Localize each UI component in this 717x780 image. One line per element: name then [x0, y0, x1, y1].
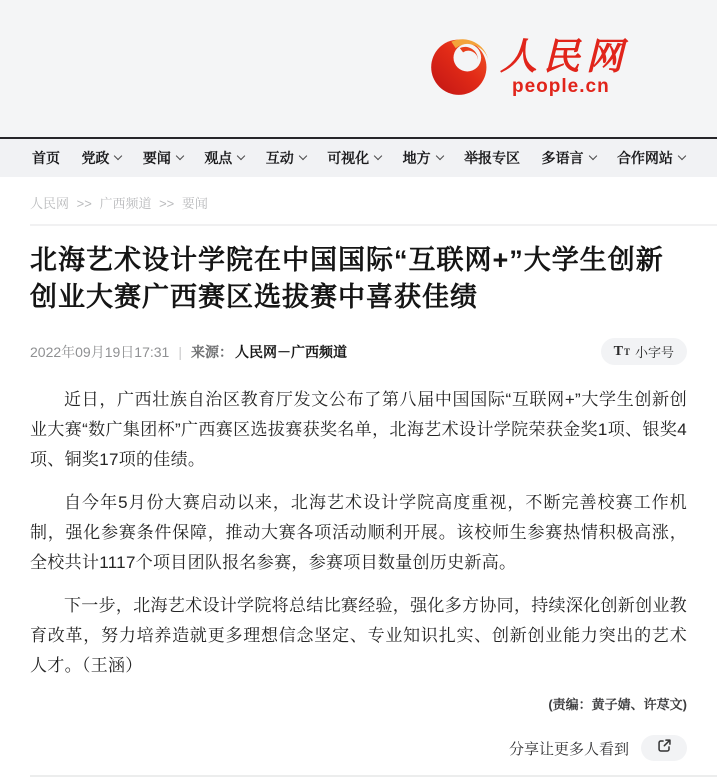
font-size-icon-small: T — [623, 346, 630, 357]
chevron-down-icon — [114, 152, 122, 160]
nav-item-label: 互动 — [265, 150, 294, 166]
nav-item-opinions[interactable] — [204, 148, 244, 168]
breadcrumb-top-news[interactable]: 要闻 — [181, 196, 208, 211]
chevron-down-icon — [374, 152, 382, 160]
article-paragraph: 下一步，北海艺术设计学院将总结比赛经验，强化多方协同，持续深化创新创业教育改革，努力培养造就更多理想信念坚定、专业知识扎实、创新创业能力突出的艺术人才。（王涵） — [30, 596, 687, 675]
font-size-icon: T — [613, 343, 623, 359]
chevron-down-icon — [588, 152, 596, 160]
nav-item-interaction[interactable] — [266, 148, 306, 168]
breadcrumb-divider — [30, 224, 717, 226]
article-body — [30, 385, 687, 681]
font-size-label: 小字号 — [634, 345, 674, 360]
source-label: 来源： — [190, 343, 233, 360]
share-label: 分享让更多人看到 — [508, 740, 629, 758]
chevron-down-icon — [678, 152, 686, 160]
breadcrumb-guangxi-channel[interactable]: 广西频道 — [99, 196, 152, 211]
article-meta-row — [30, 338, 687, 365]
site-logo[interactable] — [428, 30, 629, 103]
logo-domain: people.cn — [512, 75, 610, 97]
editor-credit: (责编：黄子婧、许荩文) — [548, 697, 687, 712]
chevron-down-icon — [176, 152, 184, 160]
nav-item-multilingual[interactable] — [542, 148, 596, 168]
breadcrumb — [30, 177, 687, 212]
publish-datetime: 2022年09月19日17:31 — [30, 343, 170, 360]
nav-item-top-news[interactable] — [143, 148, 183, 168]
breadcrumb-separator: >> — [76, 196, 92, 211]
article-paragraph: 近日，广西壮族自治区教育厅发文公布了第八届中国国际“互联网+”大学生创新创业大赛“数广集团杯”广西赛区选拔赛获奖名单，北海艺术设计学院荣获金奖1项、银奖4项、铜奖17项的佳绩。 — [30, 390, 687, 469]
nav-item-label: 观点 — [204, 150, 233, 166]
main-nav — [0, 139, 717, 177]
article-page — [0, 177, 717, 780]
logo-chinese-name: 人民网 — [500, 35, 629, 77]
meta-divider: | — [178, 343, 182, 360]
people-cn-logo-icon — [428, 30, 496, 103]
nav-item-report-zone[interactable] — [464, 148, 520, 168]
nav-item-label: 多语言 — [541, 150, 584, 166]
nav-item-label: 首页 — [32, 150, 60, 166]
breadcrumb-separator: >> — [159, 196, 175, 211]
nav-item-label: 举报专区 — [464, 150, 521, 166]
article-paragraph: 自今年5月份大赛启动以来，北海艺术设计学院高度重视，不断完善校赛工作机制，强化参赛条件保障，推动大赛各项活动顺利开展。该校师生参赛热情积极高涨，全校共计1117个项目团队报名参赛，参赛项目数量创历史新高。 — [30, 493, 687, 572]
share-icon — [657, 738, 672, 758]
site-header — [0, 0, 717, 139]
nav-item-visualization[interactable] — [327, 148, 381, 168]
chevron-down-icon — [435, 152, 443, 160]
chevron-down-icon — [237, 152, 245, 160]
nav-item-label: 可视化 — [327, 150, 370, 166]
article-meta — [30, 342, 347, 362]
nav-item-label: 党政 — [81, 150, 110, 166]
nav-item-label: 要闻 — [142, 150, 171, 166]
nav-item-local[interactable] — [403, 148, 443, 168]
logo-text — [500, 37, 629, 97]
nav-item-partner-sites[interactable] — [617, 148, 685, 168]
source-name[interactable]: 人民网－广西频道 — [234, 343, 347, 360]
chevron-down-icon — [299, 152, 307, 160]
breadcrumb-people-cn[interactable]: 人民网 — [30, 196, 70, 211]
nav-item-label: 合作网站 — [616, 150, 673, 166]
article-title: 北海艺术设计学院在中国国际“互联网+”大学生创新创业大赛广西赛区选拔赛中喜获佳绩 — [30, 245, 664, 312]
font-size-button[interactable] — [601, 338, 687, 365]
nav-item-party-gov[interactable] — [81, 148, 121, 168]
nav-item-home[interactable] — [32, 148, 60, 168]
nav-item-label: 地方 — [402, 150, 431, 166]
